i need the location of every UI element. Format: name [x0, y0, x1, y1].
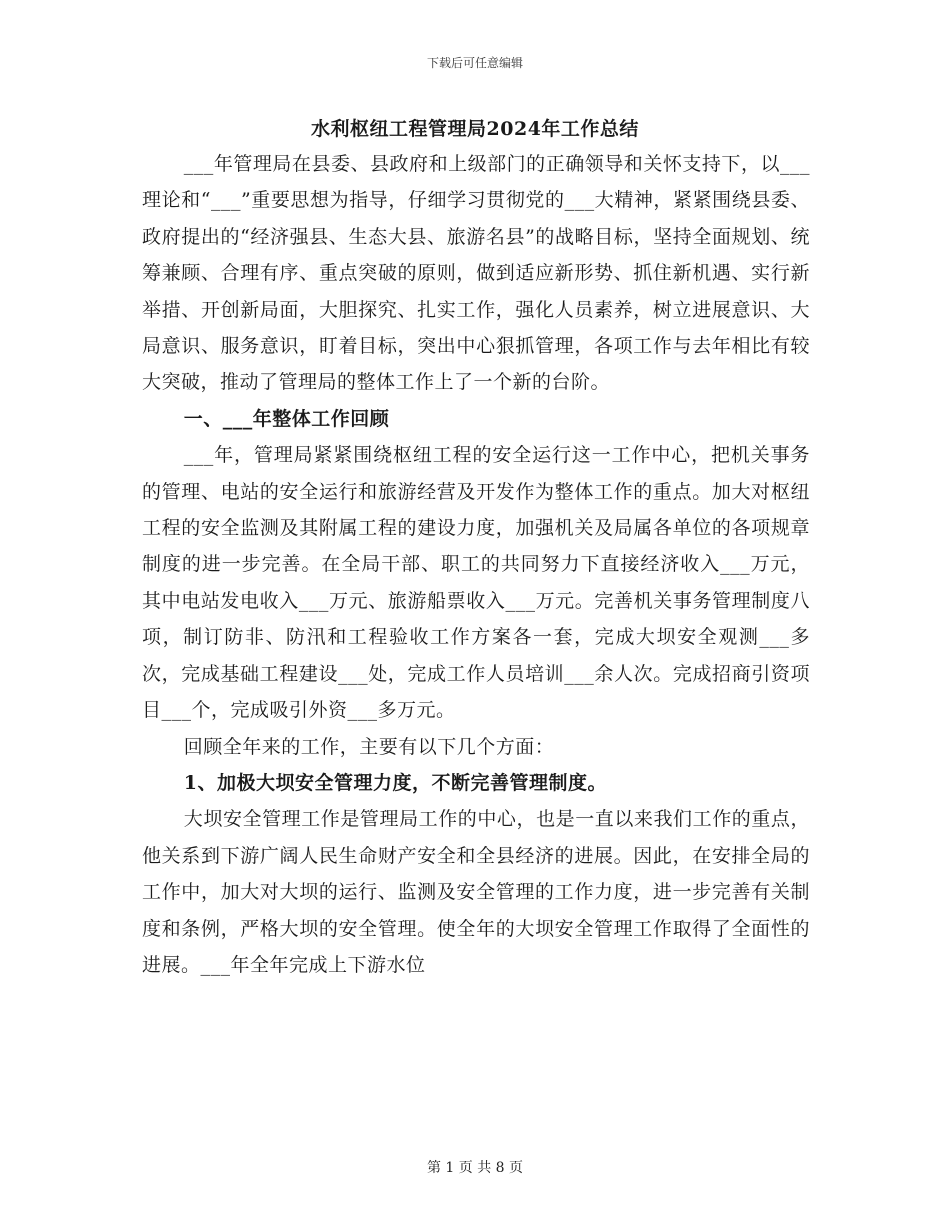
review-summary-line: 回顾全年来的工作，主要有以下几个方面： — [183, 735, 555, 758]
document-title: 水利枢纽工程管理局2024年工作总结 — [311, 118, 639, 140]
page-number-footer: 第 1 页 共 8 页 — [426, 1160, 524, 1176]
subsection-heading-dam-safety: 1、加极大坝安全管理力度，不断完善管理制度。 — [183, 771, 608, 794]
intro-paragraph: ___年管理局在县委、县政府和上级部门的正确领导和关怀支持下，以___理论和“___”重要思想为指导，仔细学习贯彻党的___大精神，紧紧围绕县委、政府提出的“经济强县、生态大县、旅游名县”的战略目标，坚持全面规划、统筹兼顾、合理有序、重点突破的原则，做到适应新形势、抓住新机遇、实行新举措、开创新局面，大胆探究、扎实工作，强化人员素养，树立进展意识、大局意识、服务意识，盯着目标，突出中心狠抓管理，各项工作与去年相比有较大突破，推动了管理局的整体工作上了一个新的台阶。 — [142, 153, 810, 394]
dam-safety-paragraph: 大坝安全管理工作是管理局工作的中心，也是一直以来我们工作的重点，他关系到下游广阔人民生命财产安全和全县经济的进展。因此，在安排全局的工作中，加大对大坝的运行、监测及安全管理的工作力度，进一步完善有关制度和条例，严格大坝的安全管理。使全年的大坝安全管理工作取得了全面性的进展。___年全年完成上下游水位 — [142, 808, 810, 976]
document-body — [142, 146, 810, 983]
header-note: 下载后可任意编辑 — [426, 56, 523, 70]
review-paragraph: ___年，管理局紧紧围绕枢纽工程的安全运行这一工作中心，把机关事务的管理、电站的安全运行和旅游经营及开发作为整体工作的重点。加大对枢纽工程的安全监测及其附属工程的建设力度，加强机关及局属各单位的各项规章制度的进一步完善。在全局干部、职工的共同努力下直接经济收入___万元，其中电站发电收入___万元、旅游船票收入___万元。完善机关事务管理制度八项，制订防非、防汛和工程验收工作方案各一套，完成大坝安全观测___多次，完成基础工程建设___处，完成工作人员培训___余人次。完成招商引资项目___个，完成吸引外资___多万元。 — [142, 444, 810, 722]
section-heading-review: 一、___年整体工作回顾 — [183, 407, 390, 430]
